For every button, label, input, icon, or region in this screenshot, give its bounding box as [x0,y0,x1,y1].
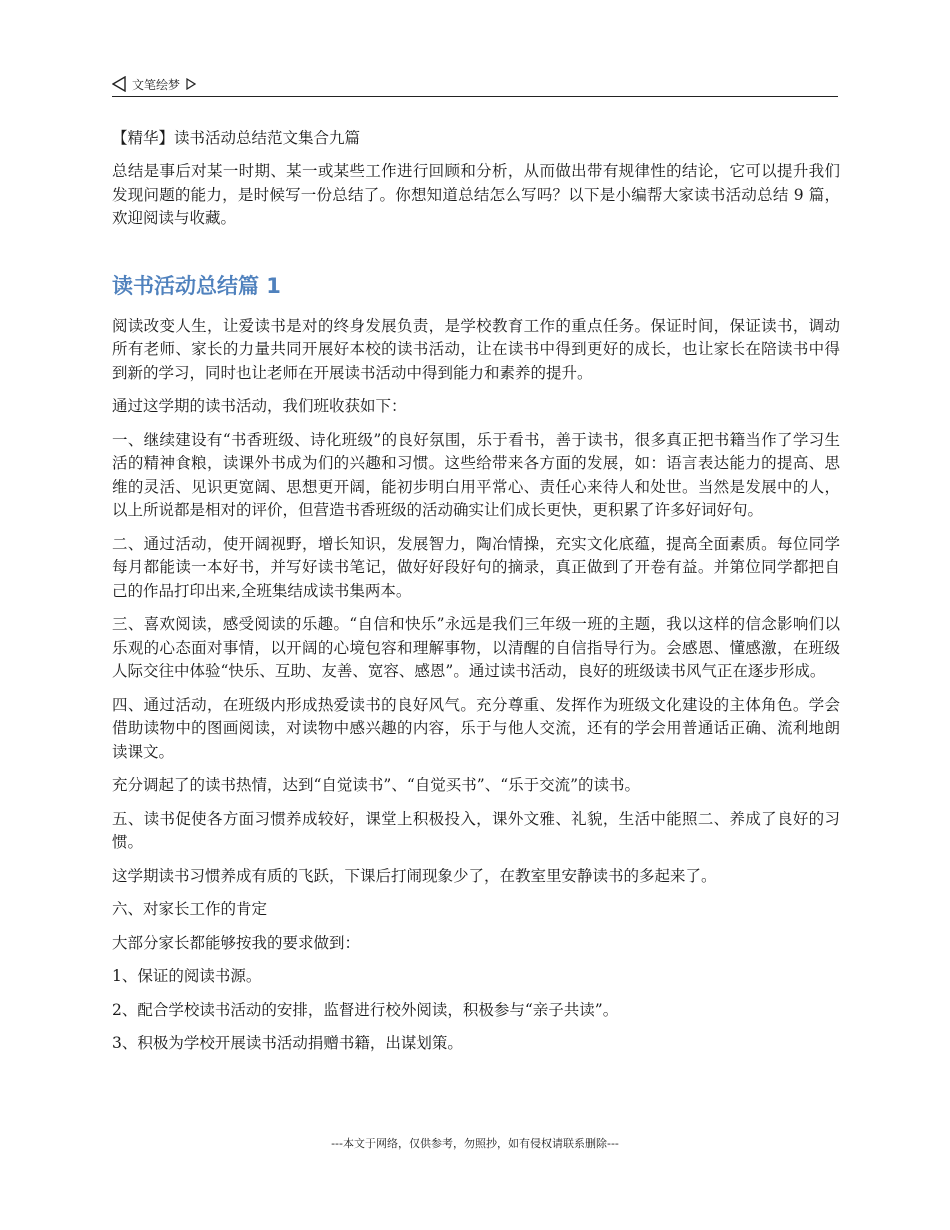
paragraph: 五、读书促使各方面习惯养成较好，课堂上积极投入，课外文雅、礼貌，生活中能照二、养成了良好的习惯。 [112,809,840,851]
header-brand: 文笔绘梦 [132,77,181,92]
paragraph: 3、积极为学校开展读书活动捐赠书籍，出谋划策。 [112,1034,463,1052]
paragraph: 1、保证的阅读书源。 [112,967,262,985]
paragraph: 通过这学期的读书活动，我们班收获如下： [112,397,407,415]
page-footer: ---本文于网络，仅供参考，勿照抄，如有侵权请联系删除--- [331,1137,619,1150]
paragraph: 二、通过活动，使开阔视野，增长知识，发展智力，陶冶情操，充实文化底蕴，提高全面素质。每位同学每月都能读一本好书，并写好读书笔记，做好好段好句的摘录，真正做到了开卷有益。并第位同学都把自己的作品打印出来,全班集结成读书集两本。 [112,534,840,600]
paragraph: 三、喜欢阅读，感受阅读的乐趣。“自信和快乐”永远是我们三年级一班的主题，我以这样的信念影响们以乐观的心态面对事情，以开阔的心境包容和理解事物，以清醒的自信指导行为。会感恩、懂感激，在班级人际交往中体验“快乐、互助、友善、宽容、感恩”。通过读书活动，良好的班级读书风气正在逐步形成。 [112,615,840,680]
page-header [112,72,838,97]
paragraph: 四、通过活动，在班级内形成热爱读书的良好风气。充分尊重、发挥作为班级文化建设的主体角色。学会借助读物中的图画阅读，对读物中感兴趣的内容，乐于与他人交流，还有的学会用普通话正确、流利地朗读课文。 [112,695,840,761]
document-title: 【精华】读书活动总结范文集合九篇 [112,129,361,147]
paragraph: 这学期读书习惯养成有质的飞跃，下课后打闹现象少了，在教室里安静读书的多起来了。 [112,866,717,885]
paragraph: 阅读改变人生，让爱读书是对的终身发展负责，是学校教育工作的重点任务。保证时间，保证读书，调动所有老师、家长的力量共同开展好本校的读书活动，让在读书中得到更好的成长，也让家长在陪读书中得到新的学习，同时也让老师在开展读书活动中得到能力和素养的提升。 [112,316,840,382]
paragraph: 六、对家长工作的肯定 [112,900,268,918]
paragraph: 大部分家长都能够按我的要求做到： [112,933,361,952]
section-heading: 读书活动总结篇 1 [112,273,281,298]
triangle-left-icon [112,76,126,92]
triangle-right-icon [186,78,196,90]
document-body [112,126,840,1066]
paragraph: 一、继续建设有“书香班级、诗化班级”的良好氛围，乐于看书，善于读书，很多真正把书籍当作了学习生活的精神食粮，读课外书成为们的兴趣和习惯。这些给带来各方面的发展，如：语言表达能力的提高、思维的灵活、见识更宽阔、思想更开阔，能初步明白用平常心、责任心来待人和处世。当然是发展中的人，以上所说都是相对的评价，但营造书香班级的活动确实让们成长更快，更积累了许多好词好句。 [112,430,840,519]
paragraph: 2、配合学校读书活动的安排，监督进行校外阅读，积极参与“亲子共读”。 [112,1000,619,1019]
intro-paragraph: 总结是事后对某一时期、某一或某些工作进行回顾和分析，从而做出带有规律性的结论，它可以提升我们发现问题的能力，是时候写一份总结了。你想知道总结怎么写吗？以下是小编帮大家读书活动总结 9 篇，欢迎阅读与收藏。 [112,162,840,227]
paragraph: 充分调起了的读书热情，达到“自觉读书”、“自觉买书”、“乐于交流”的读书。 [112,776,641,794]
